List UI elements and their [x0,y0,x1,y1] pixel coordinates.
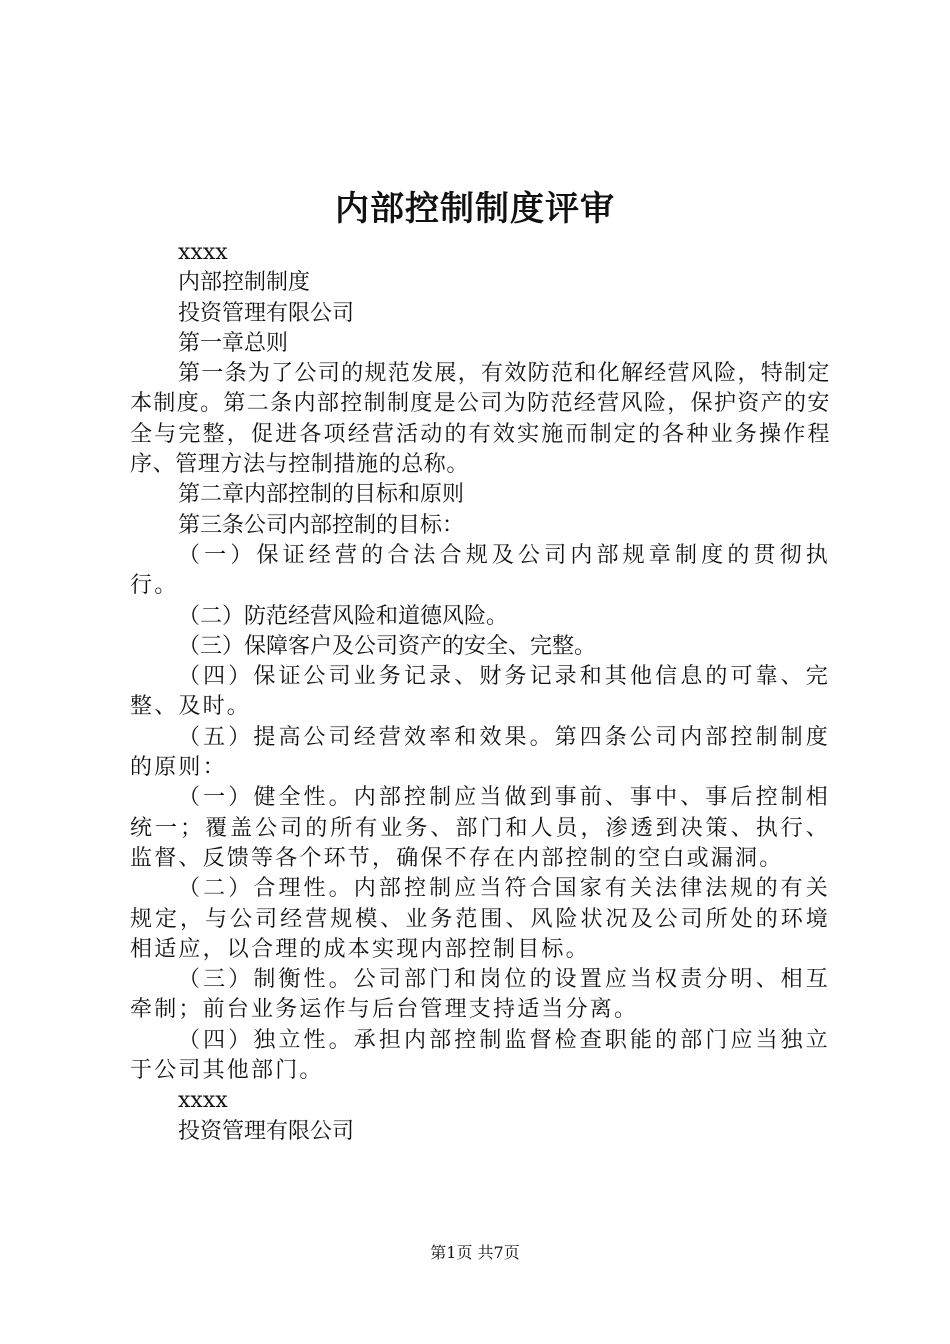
list-item-principle-4: （四）独立性。承担内部控制监督检查职能的部门应当独立于公司其他部门。 [130,1027,830,1084]
paragraph-company-name-closing: 投资管理有限公司 [178,1118,355,1144]
document-body [130,238,830,1147]
paragraph-subtitle: 内部控制制度 [178,270,311,296]
list-item-principle-1: （一）健全性。内部控制应当做到事前、事中、事后控制相统一；覆盖公司的所有业务、部门和人员，渗透到决策、执行、监督、反馈等各个环节，确保不存在内部控制的空白或漏洞。 [130,785,830,871]
chapter-heading-1: 第一章总则 [178,330,289,356]
document-title: 内部控制制度评审 [335,189,615,229]
list-item-goal-2: （二）防范经营风险和道德风险。 [178,603,509,629]
paragraph-company-name: 投资管理有限公司 [178,300,355,326]
list-item-goal-5: （五）提高公司经营效率和效果。第四条公司内部控制制度的原则： [130,724,830,781]
paragraph-article-1-2: 第一条为了公司的规范发展，有效防范和化解经营风险，特制定本制度。第二条内部控制制度是公司为防范经营风险，保护资产的安全与完整，促进各项经营活动的有效实施而制定的各种业务操作程序、管理方法与控制措施的总称。 [130,361,830,478]
chapter-heading-2: 第二章内部控制的目标和原则 [178,482,465,508]
list-item-goal-3: （三）保障客户及公司资产的安全、完整。 [178,633,597,659]
paragraph-company-code: xxxx [178,240,228,265]
paragraph-company-code-closing: xxxx [178,1088,228,1114]
page-number: 第1页 共7页 [430,1243,520,1262]
list-item-principle-2: （二）合理性。内部控制应当符合国家有关法律法规的有关规定，与公司经营规模、业务范围、风险状况及公司所处的环境相适应，以合理的成本实现内部控制目标。 [130,876,830,962]
list-item-principle-3: （三）制衡性。公司部门和岗位的设置应当权责分明、相互牵制；前台业务运作与后台管理支持适当分离。 [130,967,830,1023]
paragraph-article-3: 第三条公司内部控制的目标： [178,512,465,538]
list-item-goal-4: （四）保证公司业务记录、财务记录和其他信息的可靠、完整、及时。 [130,664,830,720]
list-item-goal-1: （一）保证经营的合法合规及公司内部规章制度的贯彻执行。 [130,542,830,599]
